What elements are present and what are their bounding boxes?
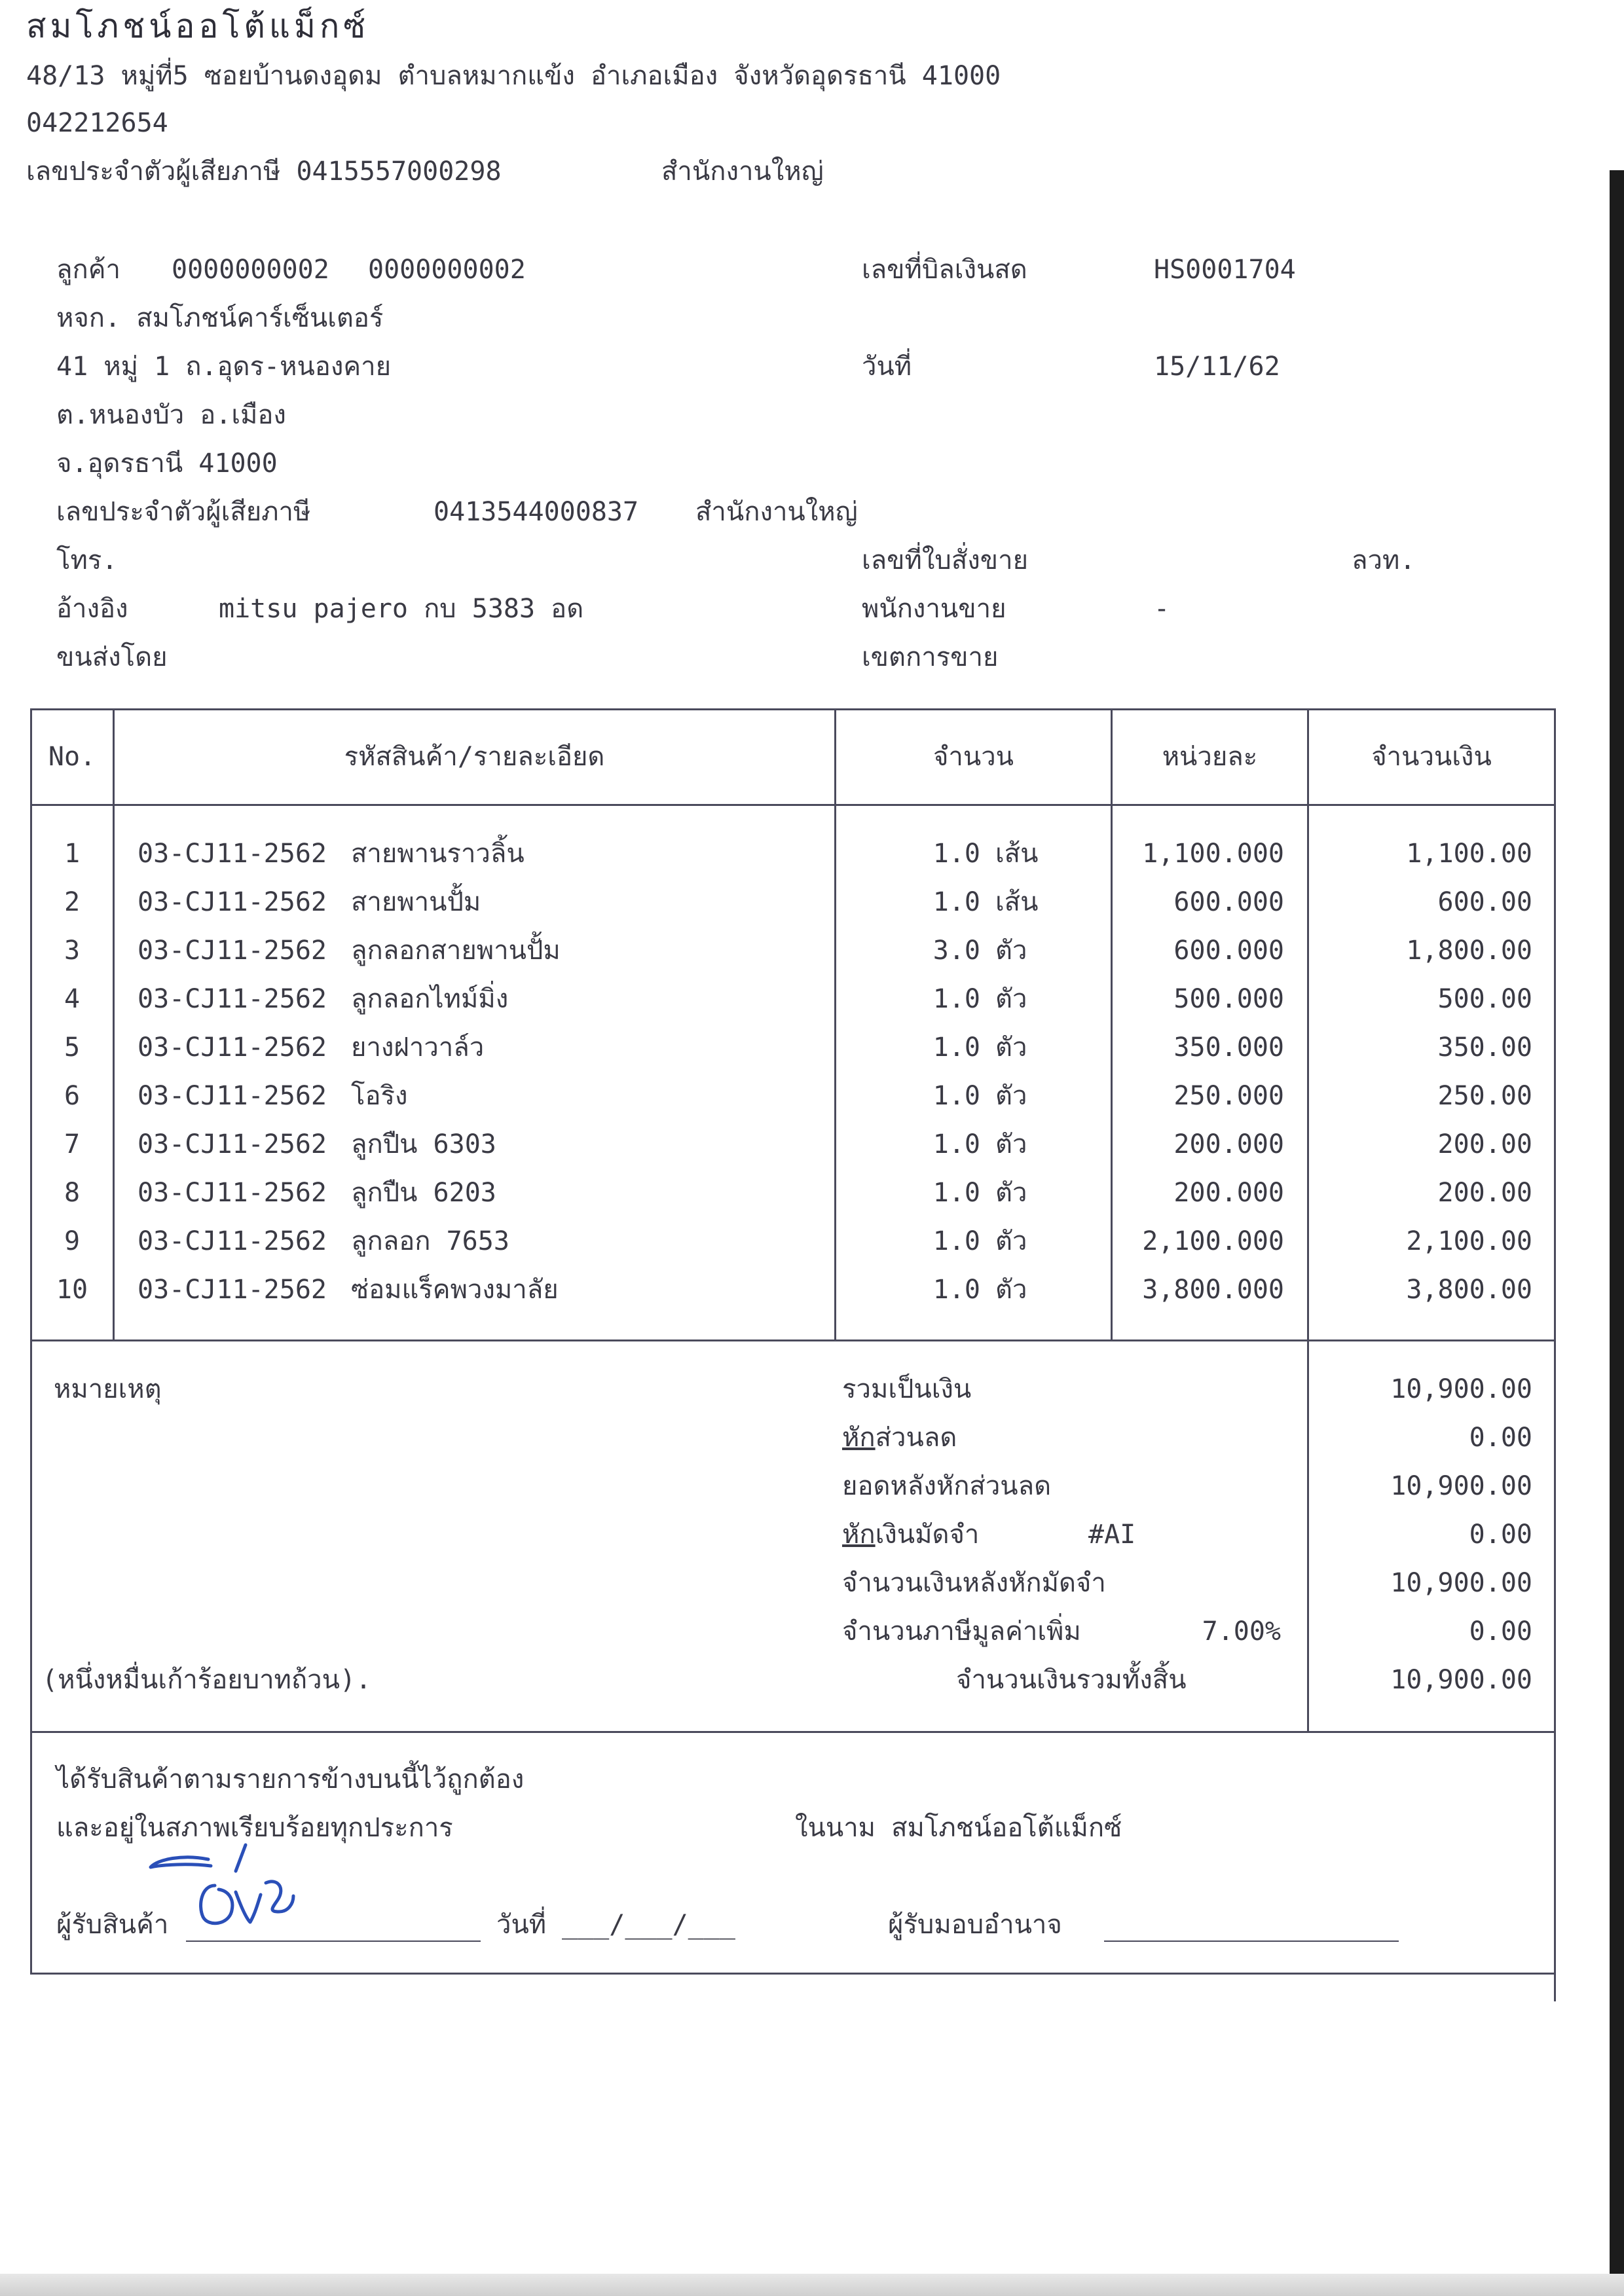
row-item-code: 03-CJ11-2562 bbox=[138, 1081, 327, 1111]
date-label: วันที่ bbox=[862, 352, 912, 382]
on-behalf-of: ในนาม สมโภชน์ออโต้แม็กซ์ bbox=[795, 1813, 1122, 1843]
row-no: 7 bbox=[64, 1129, 81, 1159]
vat-rate: 7.00% bbox=[1202, 1616, 1281, 1647]
after-discount-value: 10,900.00 bbox=[1390, 1471, 1532, 1501]
row-quantity: 1.0 bbox=[932, 887, 980, 917]
row-description: ลูกลอกไทม์มิ่ง bbox=[351, 984, 509, 1014]
remark-label: หมายเหตุ bbox=[54, 1374, 162, 1404]
discount-label: หักส่วนลด bbox=[842, 1423, 957, 1453]
row-unit: ตัว bbox=[995, 1226, 1027, 1256]
customer-address-2: ต.หนองบัว อ.เมือง bbox=[56, 400, 286, 430]
row-description: ลูกปืน 6303 bbox=[351, 1129, 496, 1159]
row-unit-price: 600.000 bbox=[1173, 887, 1284, 917]
row-unit: เส้น bbox=[995, 887, 1039, 917]
customer-label: ลูกค้า bbox=[56, 255, 120, 285]
deposit-label: หักเงินมัดจำ bbox=[842, 1520, 980, 1550]
row-amount: 600.00 bbox=[1437, 887, 1532, 917]
row-no: 6 bbox=[64, 1081, 81, 1111]
company-phone: 042212654 bbox=[26, 108, 168, 138]
row-no: 10 bbox=[56, 1275, 88, 1305]
row-unit: ตัว bbox=[995, 1178, 1027, 1208]
row-unit: เส้น bbox=[995, 839, 1039, 869]
row-amount: 1,800.00 bbox=[1406, 936, 1532, 966]
customer-tax-label: เลขประจำตัวผู้เสียภาษี bbox=[56, 497, 311, 527]
vat-value: 0.00 bbox=[1469, 1616, 1532, 1647]
receive-date-label: วันที่ bbox=[496, 1910, 547, 1940]
row-unit-price: 600.000 bbox=[1173, 936, 1284, 966]
row-item-code: 03-CJ11-2562 bbox=[138, 1032, 327, 1063]
row-amount: 200.00 bbox=[1437, 1129, 1532, 1159]
authorized-label: ผู้รับมอบอำนาจ bbox=[888, 1910, 1062, 1940]
subtotal-value: 10,900.00 bbox=[1390, 1374, 1532, 1404]
row-unit-price: 3,800.000 bbox=[1142, 1275, 1284, 1305]
row-unit-price: 1,100.000 bbox=[1142, 839, 1284, 869]
row-description: สายพานปั้ม bbox=[351, 887, 481, 917]
row-unit: ตัว bbox=[995, 1275, 1027, 1305]
row-unit-price: 2,100.000 bbox=[1142, 1226, 1284, 1256]
col-header-price: หน่วยละ bbox=[1162, 742, 1258, 772]
row-item-code: 03-CJ11-2562 bbox=[138, 839, 327, 869]
row-no: 1 bbox=[64, 839, 81, 869]
row-amount: 200.00 bbox=[1437, 1178, 1532, 1208]
row-item-code: 03-CJ11-2562 bbox=[138, 984, 327, 1014]
row-unit-price: 500.000 bbox=[1173, 984, 1284, 1014]
scan-edge-bottom bbox=[0, 2274, 1624, 2296]
row-unit-price: 200.000 bbox=[1173, 1129, 1284, 1159]
row-item-code: 03-CJ11-2562 bbox=[138, 936, 327, 966]
bill-no-label: เลขที่บิลเงินสด bbox=[862, 255, 1027, 285]
grand-total-value: 10,900.00 bbox=[1390, 1665, 1532, 1695]
grand-total-label: จำนวนเงินรวมทั้งสิ้น bbox=[956, 1665, 1187, 1695]
sales-area-label: เขตการขาย bbox=[862, 642, 999, 672]
sales-order-label: เลขที่ใบสั่งขาย bbox=[862, 545, 1029, 575]
row-quantity: 1.0 bbox=[932, 1081, 980, 1111]
row-quantity: 1.0 bbox=[932, 1226, 980, 1256]
row-description: สายพานราวลิ้น bbox=[351, 839, 525, 869]
row-amount: 250.00 bbox=[1437, 1081, 1532, 1111]
row-description: ลูกปืน 6203 bbox=[351, 1178, 496, 1208]
customer-name: หจก. สมโภชน์คาร์เซ็นเตอร์ bbox=[56, 303, 384, 333]
salesperson-label: พนักงานขาย bbox=[862, 594, 1006, 624]
row-unit: ตัว bbox=[995, 1129, 1027, 1159]
customer-address-1: 41 หมู่ 1 ถ.อุดร-หนองคาย bbox=[56, 352, 392, 382]
row-unit: ตัว bbox=[995, 1081, 1027, 1111]
col-header-amount: จำนวนเงิน bbox=[1371, 742, 1492, 772]
discount-value: 0.00 bbox=[1469, 1423, 1532, 1453]
customer-branch: สำนักงานใหญ่ bbox=[695, 497, 858, 527]
sales-order-suffix: ลวท. bbox=[1352, 545, 1416, 575]
row-item-code: 03-CJ11-2562 bbox=[138, 1275, 327, 1305]
row-quantity: 1.0 bbox=[932, 1129, 980, 1159]
row-no: 3 bbox=[64, 936, 81, 966]
row-unit: ตัว bbox=[995, 984, 1027, 1014]
scan-edge-right bbox=[1610, 170, 1624, 2296]
receiver-signature bbox=[138, 1840, 334, 1951]
row-item-code: 03-CJ11-2562 bbox=[138, 1178, 327, 1208]
after-deposit-value: 10,900.00 bbox=[1390, 1568, 1532, 1598]
row-description: ลูกลอกสายพานปั้ม bbox=[351, 936, 561, 966]
row-amount: 1,100.00 bbox=[1406, 839, 1532, 869]
deposit-code: #AI bbox=[1088, 1520, 1136, 1550]
customer-code-1: 0000000002 bbox=[172, 255, 329, 285]
row-unit-price: 350.000 bbox=[1173, 1032, 1284, 1063]
row-quantity: 1.0 bbox=[932, 984, 980, 1014]
acknowledge-line-1: ได้รับสินค้าตามรายการข้างบนนี้ไว้ถูกต้อง bbox=[56, 1764, 525, 1795]
after-discount-label: ยอดหลังหักส่วนลด bbox=[842, 1471, 1052, 1501]
company-tax-id: เลขประจำตัวผู้เสียภาษี 0415557000298 bbox=[26, 156, 502, 187]
row-amount: 500.00 bbox=[1437, 984, 1532, 1014]
col-header-qty: จำนวน bbox=[932, 742, 1014, 772]
row-no: 5 bbox=[64, 1032, 81, 1063]
row-quantity: 1.0 bbox=[932, 1032, 980, 1063]
row-unit-price: 200.000 bbox=[1173, 1178, 1284, 1208]
row-description: ยางฝาวาล์ว bbox=[351, 1032, 485, 1063]
row-quantity: 1.0 bbox=[932, 1275, 980, 1305]
shipping-label: ขนส่งโดย bbox=[56, 642, 168, 672]
company-name: สมโภชน์ออโต้แม็กซ์ bbox=[26, 7, 370, 45]
subtotal-label: รวมเป็นเงิน bbox=[842, 1374, 972, 1404]
bill-no: HS0001704 bbox=[1154, 255, 1296, 285]
authorized-signature-line bbox=[1104, 1941, 1399, 1942]
company-address: 48/13 หมู่ที่5 ซอยบ้านดงอุดม ตำบลหมากแข้ง อำเภอเมือง จังหวัดอุดรธานี 41000 bbox=[26, 61, 1001, 91]
col-header-desc: รหัสสินค้า/รายละเอียด bbox=[344, 742, 605, 772]
row-item-code: 03-CJ11-2562 bbox=[138, 1226, 327, 1256]
row-description: โอริง bbox=[351, 1081, 408, 1111]
customer-phone-label: โทร. bbox=[56, 545, 118, 575]
salesperson-value: - bbox=[1154, 594, 1170, 624]
customer-code-2: 0000000002 bbox=[368, 255, 526, 285]
row-no: 9 bbox=[64, 1226, 81, 1256]
row-item-code: 03-CJ11-2562 bbox=[138, 887, 327, 917]
col-header-no: No. bbox=[48, 742, 96, 772]
row-unit: ตัว bbox=[995, 936, 1027, 966]
row-no: 2 bbox=[64, 887, 81, 917]
row-description: ซ่อมแร็คพวงมาลัย bbox=[351, 1275, 559, 1305]
customer-tax-id: 0413544000837 bbox=[434, 497, 639, 527]
reference-value: mitsu pajero กบ 5383 อด bbox=[219, 594, 584, 624]
amount-in-words: (หนึ่งหมื่นเก้าร้อยบาทถ้วน). bbox=[42, 1665, 372, 1695]
row-item-code: 03-CJ11-2562 bbox=[138, 1129, 327, 1159]
vat-label: จำนวนภาษีมูลค่าเพิ่ม bbox=[842, 1616, 1081, 1647]
receive-date-blank: ___/___/___ bbox=[562, 1910, 735, 1940]
customer-address-3: จ.อุดรธานี 41000 bbox=[56, 448, 278, 479]
company-branch: สำนักงานใหญ่ bbox=[661, 156, 824, 187]
acknowledge-line-2: และอยู่ในสภาพเรียบร้อยทุกประการ bbox=[56, 1813, 453, 1843]
row-quantity: 1.0 bbox=[932, 839, 980, 869]
row-no: 4 bbox=[64, 984, 81, 1014]
row-unit: ตัว bbox=[995, 1032, 1027, 1063]
row-description: ลูกลอก 7653 bbox=[351, 1226, 509, 1256]
deposit-value: 0.00 bbox=[1469, 1520, 1532, 1550]
receiver-label: ผู้รับสินค้า bbox=[56, 1910, 169, 1940]
row-amount: 350.00 bbox=[1437, 1032, 1532, 1063]
row-amount: 3,800.00 bbox=[1406, 1275, 1532, 1305]
row-unit-price: 250.000 bbox=[1173, 1081, 1284, 1111]
reference-label: อ้างอิง bbox=[56, 594, 128, 624]
row-amount: 2,100.00 bbox=[1406, 1226, 1532, 1256]
row-quantity: 3.0 bbox=[932, 936, 980, 966]
doc-date: 15/11/62 bbox=[1154, 352, 1280, 382]
after-deposit-label: จำนวนเงินหลังหักมัดจำ bbox=[842, 1568, 1106, 1598]
row-quantity: 1.0 bbox=[932, 1178, 980, 1208]
row-no: 8 bbox=[64, 1178, 81, 1208]
